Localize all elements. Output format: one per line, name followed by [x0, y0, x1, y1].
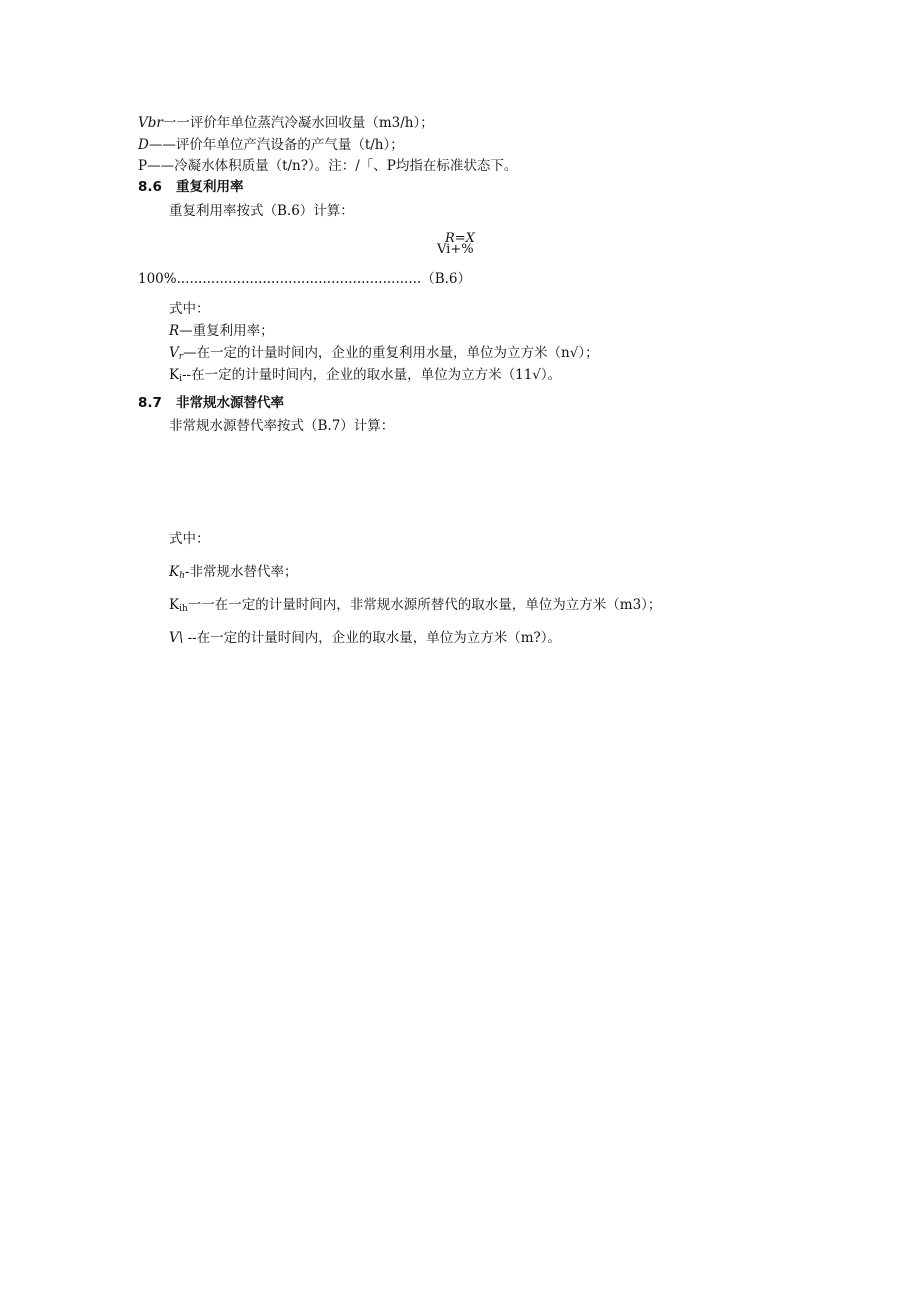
variable-ki-subscript: i	[179, 374, 182, 384]
where-text: 式中：	[169, 301, 210, 317]
section-heading-8-6	[138, 178, 244, 196]
definition-vr	[169, 344, 599, 366]
variable-vr: V	[169, 345, 179, 361]
section-number: 8.7	[138, 395, 162, 411]
formula-intro-b6	[169, 202, 354, 220]
section-heading-8-7	[138, 394, 284, 412]
where-text: 式中：	[169, 531, 210, 547]
formula-intro-b7	[169, 417, 394, 435]
variable-kh-subscript: h	[179, 571, 185, 581]
definition-v-text: --在一定的计量时间内，企业的取水量，单位为立方米（m?）。	[183, 630, 562, 646]
formula-b6-denominator	[437, 244, 474, 256]
formula-intro-text: 重复利用率按式（B.6）计算：	[169, 203, 354, 219]
definition-kih-text: 一一在一定的计量时间内，非常规水源所替代的取水量，单位为立方米（m3）；	[187, 597, 662, 613]
formula-line-text: 100%.........................................................（B.6）	[138, 271, 471, 287]
variable-kh: K	[169, 564, 180, 580]
variable-vbr: Vbr	[138, 115, 163, 131]
definition-r	[169, 322, 274, 340]
section-title: 重复利用率	[176, 179, 244, 195]
definition-vr-text: —在一定的计量时间内，企业的重复利用水量，单位为立方米（n√）；	[183, 345, 599, 361]
definition-kh-text: -非常规水替代率；	[184, 564, 298, 580]
formula-numerator-text: R=X	[445, 231, 475, 246]
variable-kih: K	[169, 597, 180, 613]
definition-d	[138, 136, 404, 154]
formula-b6-line	[138, 270, 471, 288]
section-title: 非常规水源替代率	[176, 395, 284, 411]
formula-intro-text: 非常规水源替代率按式（B.7）计算：	[169, 418, 395, 434]
definition-vbr-text: 一一评价年单位蒸汽冷凝水回收量（m3/h）；	[162, 115, 434, 131]
definition-p-text: P——冷凝水体积质量（t/n?）。注：/「、P均指在标准状态下。	[138, 158, 518, 174]
variable-vr-subscript: r	[178, 352, 184, 362]
where-label-b7	[169, 530, 210, 548]
variable-v: V\	[169, 630, 184, 646]
definition-kh	[169, 563, 297, 585]
where-label-b6	[169, 300, 210, 318]
variable-d: D	[138, 137, 149, 153]
definition-ki-text: --在一定的计量时间内，企业的取水量，单位为立方米（11√）。	[181, 367, 562, 383]
variable-ki: K	[169, 367, 180, 383]
definition-d-text: ——评价年单位产汽设备的产气量（t/h）；	[148, 137, 404, 153]
variable-kih-subscript: ih	[179, 604, 188, 614]
section-number: 8.6	[138, 179, 162, 195]
definition-v	[169, 629, 561, 647]
definition-vbr	[138, 114, 434, 132]
definition-r-text: —重复利用率；	[179, 323, 274, 339]
definition-ki	[169, 366, 561, 388]
definition-kih	[169, 596, 661, 618]
definition-p	[138, 157, 517, 175]
formula-denominator-text: Vi+%	[437, 242, 474, 257]
variable-r: R	[169, 323, 180, 339]
